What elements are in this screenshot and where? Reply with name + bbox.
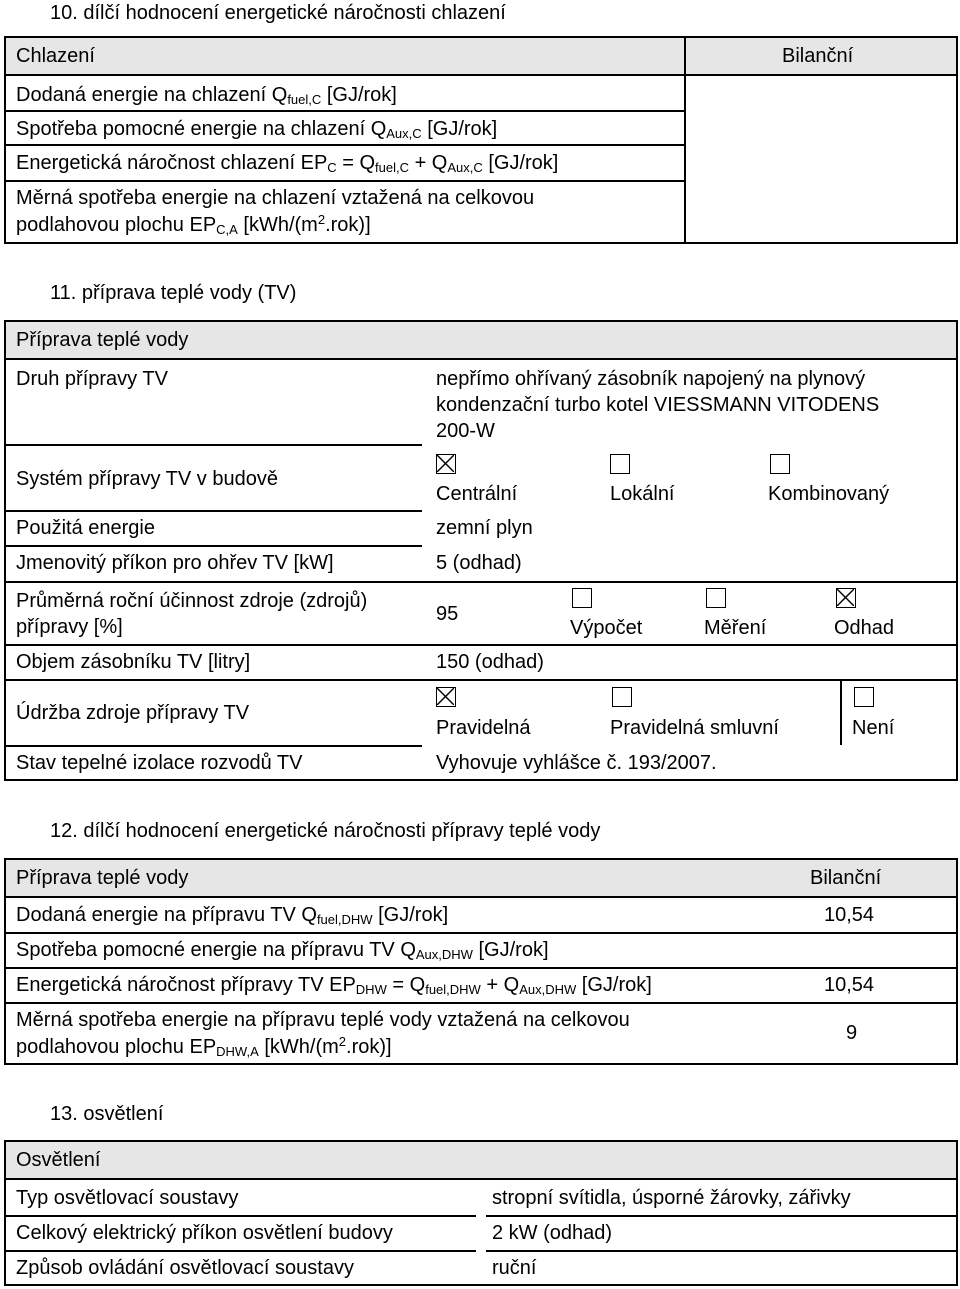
cooling-row-aux: Spotřeba pomocné energie na chlazení $Q_{Aux,C}$ [GJ/rok] (16, 118, 498, 141)
dhw-row-specific-value: 9 (846, 1022, 858, 1044)
option-odhad: Odhad (834, 617, 895, 639)
objem-zasobniku-value: 150 (odhad) (436, 651, 544, 673)
checkbox-kombinovany[interactable] (770, 454, 790, 474)
pouzita-energie-label: Použitá energie (16, 517, 155, 539)
ucinnost-value: 95 (436, 603, 459, 625)
druh-pripravy-value-line3: 200-W (436, 420, 495, 442)
cooling-row-specific-line1: Měrná spotřeba energie na chlazení vztažená na celkovou (16, 187, 535, 209)
section-11-title: 11. příprava teplé vody (TV) (50, 282, 297, 304)
checkbox-centralni[interactable] (436, 454, 456, 474)
dhw-row-specific-line1: Měrná spotřeba energie na přípravu teplé vody vztažená na celkovou (16, 1009, 630, 1031)
pouzita-energie-value: zemní plyn (436, 517, 533, 539)
section-12-title: 12. dílčí hodnocení energetické náročnosti přípravy teplé vody (50, 820, 601, 842)
cooling-row-specific-line2: podlahovou plochu $EP_{C,A}$ $[kWh/(m^2.rok)]$ (16, 212, 371, 237)
lighting-power-label: Celkový elektrický příkon osvětlení budovy (16, 1222, 393, 1244)
hot-water-balance-header-label: Příprava teplé vody (16, 867, 189, 889)
checkbox-pravidelna-smluvni[interactable] (612, 687, 632, 707)
stav-izolace-value: Vyhovuje vyhlášce č. 193/2007. (436, 752, 717, 774)
jmenovity-prikon-label: Jmenovitý příkon pro ohřev TV [kW] (16, 552, 334, 574)
option-lokalni: Lokální (610, 483, 675, 505)
option-pravidelna: Pravidelná (436, 717, 531, 739)
cooling-header-bilance: Bilanční (782, 45, 854, 67)
ucinnost-label-line1: Průměrná roční účinnost zdroje (zdrojů) (16, 590, 368, 612)
ucinnost-label-line2: přípravy [%] (16, 616, 123, 638)
lighting-header-label: Osvětlení (16, 1149, 101, 1171)
dhw-row-delivered: Dodaná energie na přípravu TV $Q_{fuel,DHW}$ [GJ/rok] (16, 904, 449, 927)
checkbox-mereni[interactable] (706, 588, 726, 608)
option-centralni: Centrální (436, 483, 518, 505)
option-mereni: Měření (704, 617, 767, 639)
dhw-row-delivered-value: 10,54 (824, 904, 875, 926)
jmenovity-prikon-value: 5 (odhad) (436, 552, 522, 574)
system-pripravy-label: Systém přípravy TV v budově (16, 468, 278, 490)
dhw-row-ep: Energetická náročnost přípravy TV $EP_{DHW} = Q_{fuel,DHW} + Q_{Aux,DHW}$ [GJ/rok] (16, 974, 652, 997)
dhw-row-aux: Spotřeba pomocné energie na přípravu TV $Q_{Aux,DHW}$ [GJ/rok] (16, 939, 549, 962)
option-pravidelna-smluvni: Pravidelná smluvní (610, 717, 779, 739)
checkbox-odhad[interactable] (836, 588, 856, 608)
dhw-row-specific-line2: podlahovou plochu $EP_{DHW,A}$ $[kWh/(m^2.rok)]$ (16, 1034, 392, 1059)
druh-pripravy-value-line2: kondenzační turbo kotel VIESSMANN VITODENS (436, 394, 880, 416)
hot-water-header-label: Příprava teplé vody (16, 329, 189, 351)
option-kombinovany: Kombinovaný (768, 483, 890, 505)
hot-water-table (4, 320, 958, 781)
lighting-type-label: Typ osvětlovací soustavy (16, 1187, 239, 1209)
lighting-table (4, 1140, 958, 1286)
lighting-power-value: 2 kW (odhad) (492, 1222, 613, 1244)
druh-pripravy-value-line1: nepřímo ohřívaný zásobník napojený na plynový (436, 368, 866, 390)
option-neni: Není (852, 717, 895, 739)
dhw-row-ep-value: 10,54 (824, 974, 875, 996)
udrzba-label: Údržba zdroje přípravy TV (16, 702, 250, 724)
lighting-type-value: stropní svítidla, úsporné žárovky, zářivky (492, 1187, 851, 1209)
hot-water-balance-header-bilance: Bilanční (810, 867, 882, 889)
stav-izolace-label: Stav tepelné izolace rozvodů TV (16, 752, 303, 774)
option-vypocet: Výpočet (570, 617, 643, 639)
lighting-control-label: Způsob ovládání osvětlovací soustavy (16, 1257, 354, 1279)
checkbox-lokalni[interactable] (610, 454, 630, 474)
section-13-title: 13. osvětlení (50, 1103, 164, 1125)
objem-zasobniku-label: Objem zásobníku TV [litry] (16, 651, 251, 673)
checkbox-vypocet[interactable] (572, 588, 592, 608)
cooling-table (4, 36, 958, 244)
hot-water-balance-table (4, 858, 958, 1065)
cooling-header-label: Chlazení (16, 45, 95, 67)
checkbox-pravidelna[interactable] (436, 687, 456, 707)
lighting-table-header (6, 1142, 956, 1180)
checkbox-neni[interactable] (854, 687, 874, 707)
druh-pripravy-label: Druh přípravy TV (16, 368, 168, 390)
cooling-row-delivered: Dodaná energie na chlazení $Q_{fuel,C}$ [GJ/rok] (16, 84, 397, 107)
lighting-control-value: ruční (492, 1257, 537, 1279)
section-10-title: 10. dílčí hodnocení energetické náročnosti chlazení (50, 2, 506, 24)
cooling-row-ep: Energetická náročnost chlazení $EP_C = Q_{fuel,C} + Q_{Aux,C}$ [GJ/rok] (16, 152, 559, 175)
